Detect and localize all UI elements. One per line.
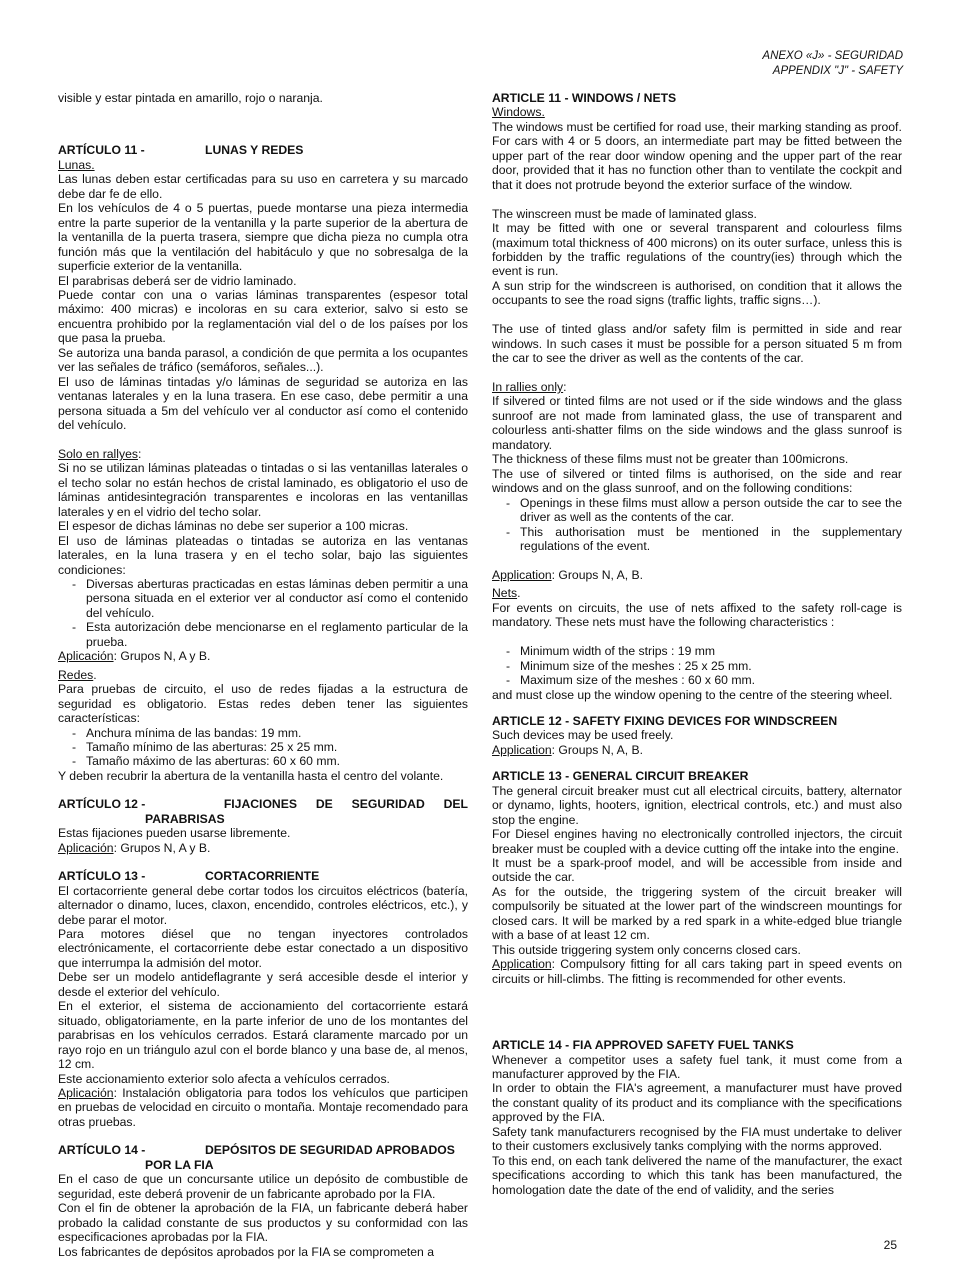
paragraph: For Diesel engines having no electronically controlled injectors, the circuit breaker must be coupled with a device cutting off the intake into the engine.	[492, 827, 902, 856]
article-11-heading-en: ARTICLE 11 - WINDOWS / NETS	[492, 91, 677, 105]
list-item: - Tamaño mínimo de las aberturas: 25 x 25 mm.	[86, 740, 468, 754]
header-spanish: ANEXO «J» - SEGURIDAD	[762, 50, 903, 62]
conditions-list	[58, 577, 468, 649]
paragraph: The winscreen must be made of laminated glass.	[492, 206, 757, 221]
page-number: 25	[883, 1238, 897, 1252]
page-header	[762, 49, 903, 78]
paragraph: Para pruebas de circuito, el uso de redes fijadas a la estructura de seguridad es obligatorio. Estas redes deben tener las siguientes características:	[58, 682, 468, 726]
article-12-heading-en: ARTICLE 12 - SAFETY FIXING DEVICES FOR WINDSCREEN	[492, 713, 838, 728]
paragraph: En los vehículos de 4 o 5 puertas, puede montarse una pieza intermedia entre la parte superior de la ventanilla y la parte superior de la abertura de la ventanilla de la puerta trasera, siempre que dicha pieza no cumpla otra función más que la ventilación del habitáculo y que no sobresalga de la superficie exterior de la ventanilla.	[58, 201, 468, 274]
paragraph: El cortacorriente general debe cortar todos los circuitos eléctricos (batería, alternador o dinamo, luces, claxon, encendido, controles eléctricos, etc.), y debe parar el motor.	[58, 883, 468, 927]
application-line: Application: Compulsory fitting for all cars taking part in speed events on circuits or hill-climbs. The fitting is recommended for other events.	[492, 957, 902, 986]
paragraph: En el exterior, el sistema de accionamiento del cortacorriente estará situado, obligatoriamente, en la parte inferior de uno de los montantes del parabrisas en los vehículos cerrados. Estará claramente marcado por un rayo rojo en un triángulo azul con el borde blanco y una base de, al menos, 12 cm.	[58, 999, 468, 1072]
paragraph: For events on circuits, the use of nets affixed to the safety roll-cage is mandatory. These nets must have the following characteristics :	[492, 600, 902, 630]
paragraph: Si no se utilizan láminas plateadas o tintadas o si las ventanillas laterales o el techo solar no están hechos de cristal laminado, es obligatorio el uso de láminas antidesintegración transparentes e incoloras en las ventanillas laterales y en el vidrio del techo solar.	[58, 461, 468, 519]
paragraph: To this end, on each tank delivered the name of the manufacturer, the exact specifications according to which this tank has been manufactured, the homologation date the date of the end of validity, and the series	[492, 1153, 902, 1197]
application-line: Application: Groups N, A, B.	[492, 567, 644, 582]
paragraph: The thickness of these films must not be greater than 100microns.	[492, 452, 849, 467]
paragraph: Con el fin de obtener la aprobación de la FIA, un fabricante deberá haber probado la calidad constante de sus productos y su conformidad con las especificaciones aprobadas por la FIA.	[58, 1201, 468, 1245]
list-item: - Maximum size of the meshes : 60 x 60 mm.	[520, 673, 902, 687]
article-11-heading-es: ARTÍCULO 11 - LUNAS Y REDES	[58, 143, 304, 158]
list-item: - Minimum size of the meshes : 25 x 25 mm.	[520, 659, 902, 673]
list-item: - Esta autorización debe mencionarse en el reglamento particular de la prueba.	[86, 620, 468, 649]
paragraph: El espesor de dichas láminas no debe ser superior a 100 micras.	[58, 519, 409, 534]
paragraph: A sun strip for the windscreen is authorised, on condition that it allows the occupants to see the road signs (traffic lights, traffic signs…).	[492, 278, 902, 308]
application-line: Application: Groups N, A, B.	[492, 742, 644, 757]
rallies-label: In rallies only:	[492, 380, 567, 395]
header-english: APPENDIX "J" - SAFETY	[772, 64, 903, 77]
paragraph: and must close up the window opening to the centre of the steering wheel.	[492, 687, 893, 702]
application-line: Aplicación: Instalación obligatoria para todos los vehículos que participen en pruebas de velocidad en circuito o montaña. Montaje recomendado para otras pruebas.	[58, 1085, 468, 1129]
paragraph: Estas fijaciones pueden usarse libremente.	[58, 826, 291, 841]
paragraph: Safety tank manufacturers recognised by the FIA must undertake to deliver to their customers exclusively tanks complying with the norms approved.	[492, 1124, 902, 1154]
paragraph: Para motores diésel que no tengan inyectores controlados electrónicamente, el cortacorriente debe estar conectado a un dispositivo que interrumpa la admisión del motor.	[58, 927, 468, 970]
paragraph: Y deben recubrir la abertura de la ventanilla hasta el centro del volante.	[58, 768, 444, 783]
application-line: Aplicación: Grupos N, A y B.	[58, 649, 211, 664]
windows-label: Windows.	[492, 105, 545, 120]
intro-text: visible y estar pintada en amarillo, rojo o naranja.	[58, 91, 323, 105]
paragraph: El uso de láminas plateadas o tintadas se autoriza en las ventanas laterales, en la luna trasera y en el techo solar, bajo las siguientes condiciones:	[58, 533, 468, 577]
nets-label: Nets.	[492, 586, 521, 601]
article-14-heading-es: ARTÍCULO 14 - DEPÓSITOS DE SEGURIDAD APROBADOS POR LA FIA	[58, 1143, 455, 1172]
list-item: - Openings in these films must allow a person outside the car to see the driver as well as the contents of the car.	[520, 496, 902, 525]
list-item: - Tamaño máximo de las aberturas: 60 x 60 mm.	[86, 754, 468, 768]
paragraph: In order to obtain the FIA's agreement, a manufacturer must have proved the constant quality of its product and its compliance with the specifications approved by the FIA.	[492, 1081, 902, 1125]
paragraph: Whenever a competitor uses a safety fuel tank, it must come from a manufacturer approved by the FIA.	[492, 1052, 902, 1082]
paragraph: It must be a spark-proof model, and will be accessible from inside and outside the car.	[492, 856, 902, 885]
paragraph: This outside triggering system only concerns closed cars.	[492, 942, 801, 957]
paragraph: The windows must be certified for road use, their marking standing as proof.	[492, 119, 902, 134]
paragraph: Such devices may be used freely.	[492, 728, 674, 743]
paragraph: The general circuit breaker must cut all electrical circuits, battery, alternator or dynamo, lights, hooters, ignition, electrical controls, etc.) and must also stop the engine.	[492, 783, 902, 827]
paragraph: Las lunas deben estar certificadas para su uso en carretera y su marcado debe dar fe de ello.	[58, 172, 468, 201]
lunas-label: Lunas.	[58, 157, 95, 172]
redes-label: Redes.	[58, 667, 97, 682]
application-line: Aplicación: Grupos N, A y B.	[58, 840, 211, 855]
paragraph: Los fabricantes de depósitos aprobados por la FIA se comprometen a	[58, 1244, 435, 1259]
article-14-heading-en: ARTICLE 14 - FIA APPROVED SAFETY FUEL TANKS	[492, 1038, 794, 1053]
list-item: - Minimum width of the strips : 19 mm	[520, 644, 902, 658]
paragraph: Este accionamiento exterior solo afecta a vehículos cerrados.	[58, 1071, 390, 1086]
conditions-list	[492, 496, 902, 554]
article-13-heading-es: ARTÍCULO 13 - CORTACORRIENTE	[58, 869, 320, 884]
paragraph: The use of silvered or tinted films is authorised, on the side and rear windows and on the glass sunroof, and on the following conditions:	[492, 466, 902, 496]
paragraph: El uso de láminas tintadas y/o láminas de seguridad se autoriza en las ventanas laterales y en la luna trasera. En ese caso, debe permitir a una persona situada a 5m del vehículo ver al conductor así como el contenido del vehículo.	[58, 374, 468, 433]
nets-list	[492, 644, 902, 687]
paragraph: For cars with 4 or 5 doors, an intermediate part may be fitted between the upper part of the rear door window opening and the upper part of the rear door, provided that it has no function other than to ventilate the cockpit and that it does not protrude beyond the exterior surface of the window.	[492, 134, 902, 192]
list-item: - This authorisation must be mentioned in the supplementary regulations of the event.	[520, 525, 902, 554]
paragraph: Debe ser un modelo antideflagrante y será accesible desde el interior y desde el exterior del vehículo.	[58, 970, 468, 999]
paragraph: If silvered or tinted films are not used or if the side windows and the glass sunroof are not made from laminated glass, the use of transparent and colourless anti-shatter films on the side windows and the glass sunroof is mandatory.	[492, 394, 902, 452]
article-13-heading-en: ARTICLE 13 - GENERAL CIRCUIT BREAKER	[492, 769, 749, 784]
paragraph: El parabrisas deberá ser de vidrio laminado.	[58, 273, 297, 288]
spanish-column	[58, 91, 468, 1259]
english-column	[492, 91, 902, 1197]
list-item: - Anchura mínima de las bandas: 19 mm.	[86, 726, 468, 740]
paragraph: As for the outside, the triggering system of the circuit breaker will compulsorily be situated at the lower part of the windscreen mountings for closed cars. It will be marked by a red spark in a white-edged blue triangle with a base of at least 12 cm.	[492, 884, 902, 943]
rallyes-label: Solo en rallyes:	[58, 446, 142, 461]
list-item: - Diversas aberturas practicadas en estas láminas deben permitir a una persona situada en el exterior ver al conductor así como el contenido del vehículo.	[86, 577, 468, 620]
paragraph: It may be fitted with one or several transparent and colourless films (maximum total thickness of 400 microns) on its outer surface, unless this is forbidden by the traffic regulations of the country(ies) through which the event is run.	[492, 221, 902, 279]
paragraph: Se autoriza una banda parasol, a condición de que permita a los ocupantes ver las señales de tráfico (semáforos, señales...).	[58, 345, 468, 375]
nets-list	[58, 726, 468, 769]
paragraph: The use of tinted glass and/or safety film is permitted in side and rear windows. In such cases it must be possible for a person situated 5 m from the car to see the driver as well as the contents of the car.	[492, 322, 902, 366]
paragraph: Puede contar con una o varias láminas transparentes (espesor total máximo: 400 micras) e incoloras en su cara exterior, salvo si esto se encuentra prohibido por la reglamentación vial del o de los países por los que pasa la prueba.	[58, 287, 468, 346]
article-12-heading-es: ARTÍCULO 12 - FIJACIONES DE SEGURIDAD DEL PARABRISAS	[58, 797, 468, 826]
paragraph: En el caso de que un concursante utilice un depósito de combustible de seguridad, este deberá provenir de un fabricante aprobado por la FIA.	[58, 1172, 468, 1201]
